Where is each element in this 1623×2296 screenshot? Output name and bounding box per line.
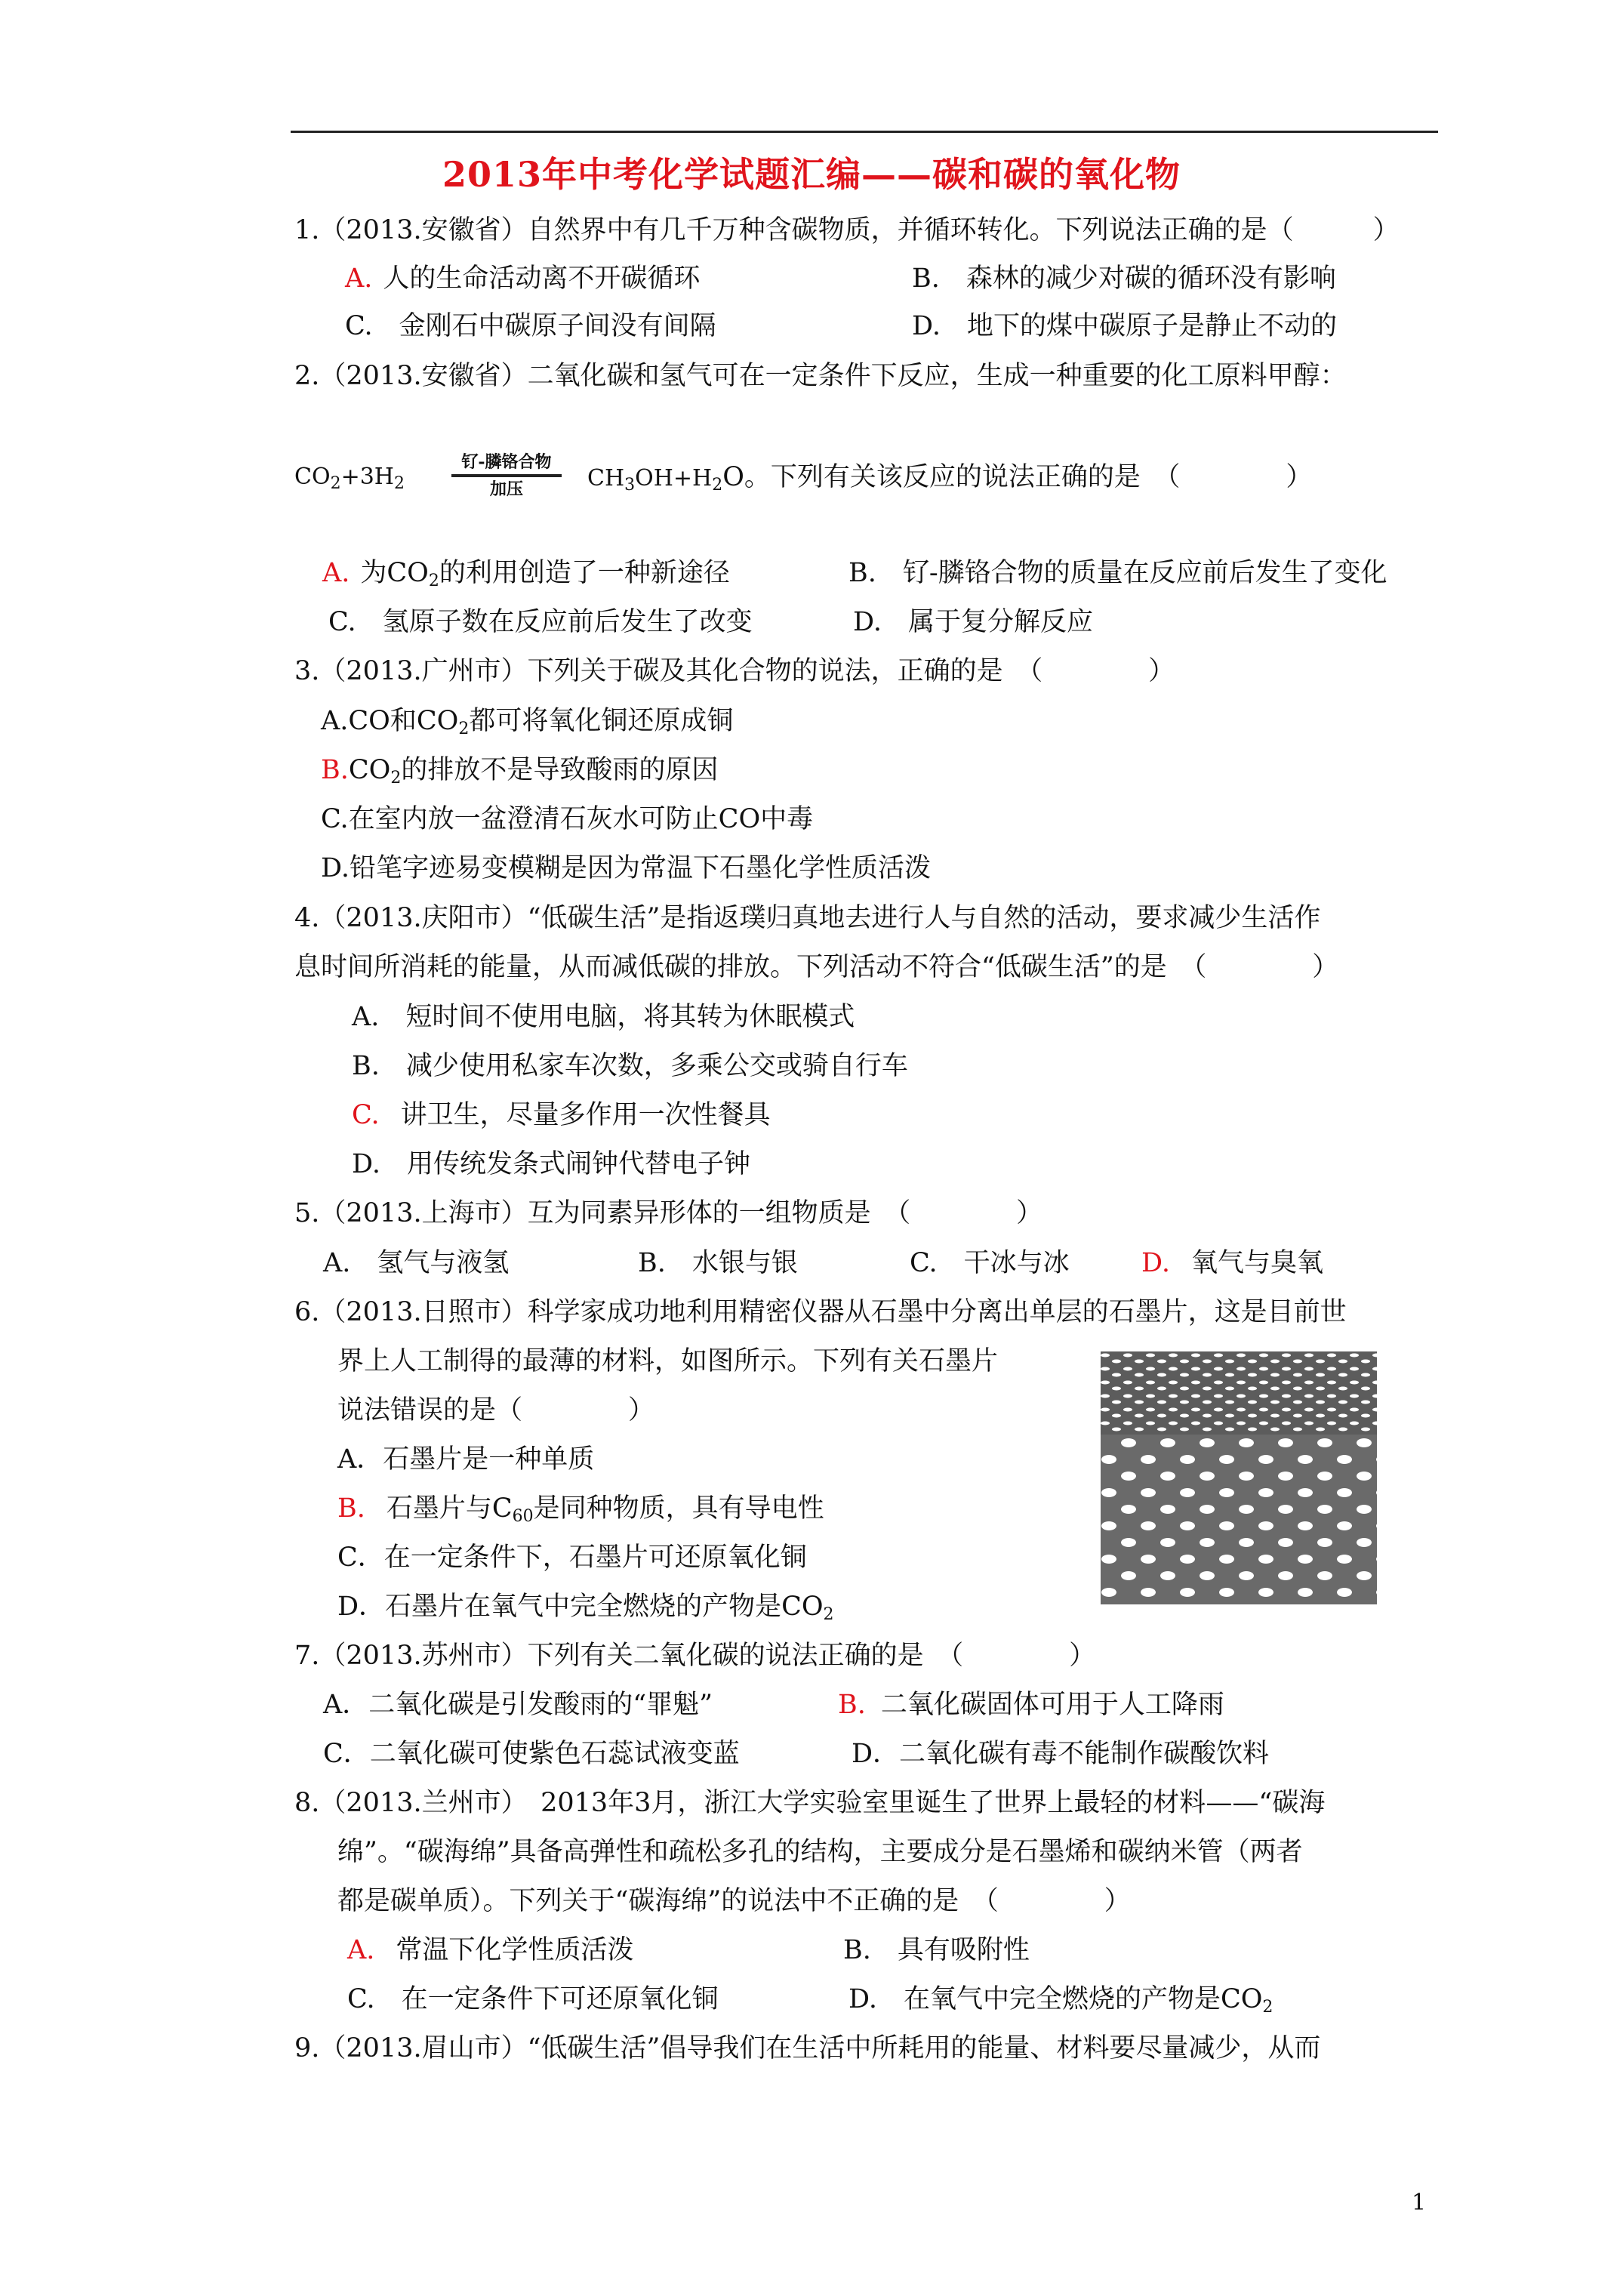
q2-option-a [322,556,730,590]
q8-option-c: C. 在一定条件下可还原氧化铜 [347,1984,719,2014]
q8-option-a [347,1934,633,1967]
q6-stem-line1: 6.（2013.日照市）科学家成功地利用精密仪器从石墨中分离出单层的石墨片，这是目前世 [294,1297,1347,1327]
q3-option-c: C.在室内放一盆澄清石灰水可防止CO中毒 [321,804,814,834]
arrow-bar [451,474,562,477]
q8-option-b: B. 具有吸附性 [843,1935,1030,1965]
q3-option-a [321,704,733,738]
q5-option-d [1141,1247,1323,1280]
answer-letter: A. [322,558,350,588]
q7-stem: 7.（2013.苏州市）下列有关二氧化碳的说法正确的是 （ ） [294,1641,1096,1671]
q4-stem-line2: 息时间所消耗的能量，从而减低碳的排放。下列活动不符合“低碳生活”的是 （ ） [294,952,1339,982]
q2-stem: 2.（2013.安徽省）二氧化碳和氢气可在一定条件下反应，生成一种重要的化工原料甲醇： [294,361,1347,391]
q9-stem-line1: 9.（2013.眉山市）“低碳生活”倡导我们在生活中所耗用的能量、材料要尽量减少，从而 [294,2033,1321,2063]
q5-option-c: C. 干冰与冰 [910,1248,1070,1278]
q2-option-b: B. 钌-膦铬合物的质量在反应前后发生了变化 [848,558,1387,588]
eq-sub: 2 [712,476,723,495]
q7-option-a: A．二氧化碳是引发酸雨的“罪魁” [323,1690,713,1720]
reaction-condition-bottom: 加压 [489,479,523,499]
answer-letter: B. [838,1690,866,1720]
q4-stem-line1: 4.（2013.庆阳市）“低碳生活”是指返璞归真地去进行人与自然的活动，要求减少生活作 [294,903,1321,933]
option-sub: 2 [390,769,402,787]
option-text: 为CO [360,558,429,588]
q1-option-a [345,262,700,295]
page-title: 2013年中考化学试题汇编——碳和碳的氧化物 [442,154,1181,195]
q3-stem: 3.（2013.广州市）下列关于碳及其化合物的说法，正确的是 （ ） [294,656,1175,686]
option-text: D. 在氧气中完全燃烧的产物是CO [848,1984,1263,2014]
q6-option-d [337,1590,834,1623]
option-text: CO [348,755,391,785]
reaction-condition-top: 钌-膦铬合物 [461,452,552,472]
q7-option-c: C．二氧化碳可使紫色石蕊试液变蓝 [323,1739,740,1769]
option-sub: 2 [428,572,439,590]
option-text: 讲卫生，尽量多作用一次性餐具 [400,1100,771,1130]
option-text: 常温下化学性质活泼 [396,1935,634,1965]
q1-option-c: C. 金刚石中碳原子间没有间隔 [345,311,716,341]
q3-option-d: D.铅笔字迹易变模糊是因为常温下石墨化学性质活泼 [321,853,931,883]
q6-stem-line3: 说法错误的是（ ） [337,1395,655,1425]
option-text: 石墨片与C [386,1493,513,1524]
q3-option-b [321,754,718,787]
option-sub: 2 [1262,1998,1273,2017]
q2-equation-lhs [294,461,405,494]
q7-option-d: D．二氧化碳有毒不能制作碳酸饮料 [852,1739,1270,1769]
q8-option-d [848,1983,1273,2016]
q1-stem: 1.（2013.安徽省）自然界中有几千万种含碳物质，并循环转化。下列说法正确的是（ ） [294,215,1400,245]
answer-letter: A. [347,1935,375,1965]
option-sub: 60 [512,1507,534,1526]
q1-option-b: B. 森林的减少对碳的循环没有影响 [912,264,1336,294]
q6-option-c: C．在一定条件下，石墨片可还原氧化铜 [337,1542,807,1573]
option-text: 人的生命活动离不开碳循环 [383,264,701,294]
option-sub: 2 [458,720,470,738]
q7-option-b [838,1688,1224,1721]
option-text: 氧气与臭氧 [1190,1248,1323,1278]
q5-option-b: B. 水银与银 [638,1248,798,1278]
q4-option-d: D. 用传统发条式闹钟代替电子钟 [352,1149,750,1179]
option-text: D．石墨片在氧气中完全燃烧的产物是CO [337,1592,824,1622]
q2-option-c: C. 氢原子数在反应前后发生了改变 [328,607,753,637]
eq-sub: 2 [330,474,341,493]
q8-stem-line2: 绵”。“碳海绵”具备高弹性和疏松多孔的结构，主要成分是石墨烯和碳纳米管（两者 [337,1837,1303,1867]
q2-equation-rhs [587,461,1312,495]
q6-option-b [337,1492,824,1525]
answer-letter: B. [321,755,349,785]
q5-option-a: A. 氢气与液氢 [323,1248,510,1278]
q4-option-c [352,1099,771,1132]
option-text: 的排放不是导致酸雨的原因 [401,755,719,785]
q4-option-b: B. 减少使用私家车次数，多乘公交或骑自行车 [352,1051,908,1081]
eq-text: OH+H [635,465,713,492]
option-text: 是同种物质，具有导电性 [533,1493,824,1524]
q8-stem-line1: 8.（2013.兰州市） 2013年3月，浙江大学实验室里诞生了世界上最轻的材料——“碳海 [294,1788,1326,1818]
option-text: 都可将氧化铜还原成铜 [469,706,734,736]
q6-stem-line2: 界上人工制得的最薄的材料，如图所示。下列有关石墨片 [337,1346,999,1376]
answer-letter: C. [352,1100,380,1130]
eq-text: O。下列有关该反应的说法正确的是 （ ） [722,462,1313,492]
reaction-arrow [447,451,566,500]
q1-option-d: D. 地下的煤中碳原子是静止不动的 [912,311,1337,341]
option-text: 二氧化碳固体可用于人工降雨 [880,1690,1224,1720]
q4-option-a: A. 短时间不使用电脑，将其转为休眠模式 [352,1002,855,1032]
q6-option-a: A．石墨片是一种单质 [337,1444,595,1475]
answer-letter: D. [1141,1248,1170,1278]
answer-letter: B. [337,1493,365,1524]
eq-text: CH [587,465,625,492]
eq-text: CO [294,464,331,490]
header-rule [291,131,1438,133]
eq-text: +3H [340,464,394,490]
q2-option-d: D. 属于复分解反应 [853,607,1093,637]
option-sub: 2 [823,1605,834,1624]
page-number: 1 [1412,2190,1427,2216]
option-text: 的利用创造了一种新途径 [439,558,730,588]
option-text: A.CO和CO [321,706,459,736]
graphene-sheet-image [1099,1351,1378,1604]
answer-letter: A. [345,264,373,294]
q5-stem: 5.（2013.上海市）互为同素异形体的一组物质是 （ ） [294,1198,1043,1228]
q8-stem-line3: 都是碳单质）。下列关于“碳海绵”的说法中不正确的是 （ ） [337,1886,1131,1916]
eq-sub: 2 [393,474,405,493]
eq-sub: 3 [624,476,636,495]
